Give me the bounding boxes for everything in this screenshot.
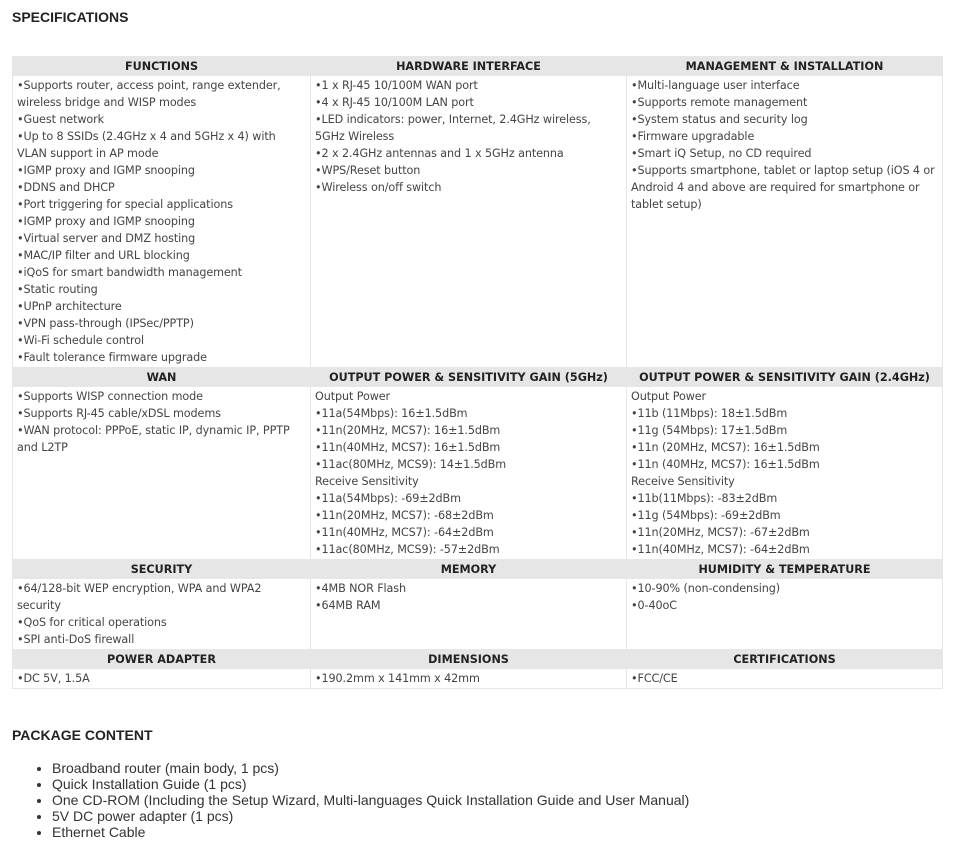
spec-line: •11n(40MHz, MCS7): -64±2dBm bbox=[315, 526, 494, 539]
spec-line: •iQoS for smart bandwidth management bbox=[17, 266, 242, 279]
spec-line: •Static routing bbox=[17, 283, 98, 296]
spec-line: •MAC/IP filter and URL blocking bbox=[17, 249, 190, 262]
spec-line: •Supports smartphone, tablet or laptop setup (iOS 4 or Android 4 and above are required for smartphone or tablet setup) bbox=[631, 164, 935, 211]
spec-line: •Up to 8 SSIDs (2.4GHz x 4 and 5GHz x 4) with VLAN support in AP mode bbox=[17, 130, 276, 160]
spec-line: •10-90% (non-condensing) bbox=[631, 582, 780, 595]
spec-line: •Smart iQ Setup, no CD required bbox=[631, 147, 812, 160]
spec-line: •11n (40MHz, MCS7): 16±1.5dBm bbox=[631, 458, 820, 471]
spec-line: •11n(20MHz, MCS7): 16±1.5dBm bbox=[315, 424, 501, 437]
spec-line: •Virtual server and DMZ hosting bbox=[17, 232, 196, 245]
spec-cell-dimensions bbox=[311, 669, 627, 689]
spec-line: •11ac(80MHz, MCS9): -57±2dBm bbox=[315, 543, 500, 556]
spec-line: •Wi-Fi schedule control bbox=[17, 334, 145, 347]
spec-cell-output-power-sensitivity-gain-2-4ghz bbox=[627, 387, 943, 560]
specifications-body bbox=[13, 57, 943, 689]
spec-line: •Wireless on/off switch bbox=[315, 181, 442, 194]
package-item: • 5V DC power adapter (1 pcs) bbox=[52, 808, 689, 824]
package-item: • One CD-ROM (Including the Setup Wizard, Multi-languages Quick Installation Guide and User Manual) bbox=[52, 792, 689, 808]
spec-cell-wan bbox=[13, 387, 311, 560]
spec-header-functions: FUNCTIONS bbox=[13, 57, 311, 76]
spec-header-hardware-interface: HARDWARE INTERFACE bbox=[311, 57, 627, 76]
spec-line: •2 x 2.4GHz antennas and 1 x 5GHz antenna bbox=[315, 147, 564, 160]
spec-line: •System status and security log bbox=[631, 113, 808, 126]
spec-header-dimensions: DIMENSIONS bbox=[311, 650, 627, 669]
spec-line: •IGMP proxy and IGMP snooping bbox=[17, 215, 195, 228]
spec-line: •DDNS and DHCP bbox=[17, 181, 115, 194]
spec-line: •Guest network bbox=[17, 113, 105, 126]
package-content-heading: PACKAGE CONTENT bbox=[12, 727, 153, 743]
spec-header-management-installation: MANAGEMENT & INSTALLATION bbox=[627, 57, 943, 76]
spec-line: •4 x RJ-45 10/100M LAN port bbox=[315, 96, 474, 109]
spec-line: •SPI anti-DoS firewall bbox=[17, 633, 135, 646]
spec-line: •190.2mm x 141mm x 42mm bbox=[315, 672, 480, 685]
spec-line: •0-40oC bbox=[631, 599, 677, 612]
spec-line: •11n (20MHz, MCS7): 16±1.5dBm bbox=[631, 441, 820, 454]
spec-content-row bbox=[13, 76, 943, 368]
spec-header-humidity-temperature: HUMIDITY & TEMPERATURE bbox=[627, 560, 943, 579]
spec-line: Output Power bbox=[631, 390, 707, 403]
spec-line: •IGMP proxy and IGMP snooping bbox=[17, 164, 195, 177]
spec-header-row bbox=[13, 368, 943, 387]
spec-line: •1 x RJ-45 10/100M WAN port bbox=[315, 79, 478, 92]
spec-line: •11b (11Mbps): 18±1.5dBm bbox=[631, 407, 788, 420]
spec-line: •UPnP architecture bbox=[17, 300, 122, 313]
spec-line: •LED indicators: power, Internet, 2.4GHz wireless, 5GHz Wireless bbox=[315, 113, 591, 143]
spec-line: •11n(20MHz, MCS7): -67±2dBm bbox=[631, 526, 810, 539]
spec-header-row bbox=[13, 560, 943, 579]
spec-line: •WAN protocol: PPPoE, static IP, dynamic IP, PPTP and L2TP bbox=[17, 424, 290, 454]
spec-line: •WPS/Reset button bbox=[315, 164, 421, 177]
spec-line: •Supports remote management bbox=[631, 96, 808, 109]
spec-line: •Firmware upgradable bbox=[631, 130, 755, 143]
spec-header-row bbox=[13, 57, 943, 76]
spec-line: •64MB RAM bbox=[315, 599, 381, 612]
spec-header-row bbox=[13, 650, 943, 669]
specifications-heading: SPECIFICATIONS bbox=[12, 9, 129, 25]
spec-line: •11b(11Mbps): -83±2dBm bbox=[631, 492, 778, 505]
spec-cell-output-power-sensitivity-gain-5ghz bbox=[311, 387, 627, 560]
spec-header-output-power-sensitivity-gain-5ghz: OUTPUT POWER & SENSITIVITY GAIN (5GHz) bbox=[311, 368, 627, 387]
spec-line: Output Power bbox=[315, 390, 391, 403]
spec-line: •64/128-bit WEP encryption, WPA and WPA2 security bbox=[17, 582, 262, 612]
spec-line: •11n(40MHz, MCS7): 16±1.5dBm bbox=[315, 441, 501, 454]
spec-cell-security bbox=[13, 579, 311, 650]
spec-header-certifications: CERTIFICATIONS bbox=[627, 650, 943, 669]
spec-cell-hardware-interface bbox=[311, 76, 627, 368]
package-item: • Broadband router (main body, 1 pcs) bbox=[52, 760, 689, 776]
spec-line: •Supports RJ-45 cable/xDSL modems bbox=[17, 407, 221, 420]
spec-line: •FCC/CE bbox=[631, 672, 678, 685]
spec-line: •11n(20MHz, MCS7): -68±2dBm bbox=[315, 509, 494, 522]
spec-content-row bbox=[13, 669, 943, 689]
spec-content-row bbox=[13, 387, 943, 560]
spec-cell-memory bbox=[311, 579, 627, 650]
spec-header-wan: WAN bbox=[13, 368, 311, 387]
package-item: • Quick Installation Guide (1 pcs) bbox=[52, 776, 689, 792]
spec-cell-management-installation bbox=[627, 76, 943, 368]
spec-line: •QoS for critical operations bbox=[17, 616, 167, 629]
spec-line: Receive Sensitivity bbox=[315, 475, 419, 488]
spec-line: Receive Sensitivity bbox=[631, 475, 735, 488]
spec-line: •11a(54Mbps): 16±1.5dBm bbox=[315, 407, 468, 420]
specifications-table bbox=[12, 56, 943, 689]
package-content-list bbox=[30, 760, 689, 840]
spec-header-power-adapter: POWER ADAPTER bbox=[13, 650, 311, 669]
spec-cell-certifications bbox=[627, 669, 943, 689]
spec-header-security: SECURITY bbox=[13, 560, 311, 579]
spec-line: •4MB NOR Flash bbox=[315, 582, 407, 595]
spec-line: •Fault tolerance firmware upgrade bbox=[17, 351, 207, 364]
spec-header-memory: MEMORY bbox=[311, 560, 627, 579]
spec-line: •11ac(80MHz, MCS9): 14±1.5dBm bbox=[315, 458, 507, 471]
spec-header-output-power-sensitivity-gain-2-4ghz: OUTPUT POWER & SENSITIVITY GAIN (2.4GHz) bbox=[627, 368, 943, 387]
spec-line: •11a(54Mbps): -69±2dBm bbox=[315, 492, 461, 505]
spec-cell-functions bbox=[13, 76, 311, 368]
spec-cell-power-adapter bbox=[13, 669, 311, 689]
package-item: • Ethernet Cable bbox=[52, 824, 689, 840]
spec-cell-humidity-temperature bbox=[627, 579, 943, 650]
spec-line: •Multi-language user interface bbox=[631, 79, 800, 92]
spec-line: •11n(40MHz, MCS7): -64±2dBm bbox=[631, 543, 810, 556]
spec-line: •11g (54Mbps): 17±1.5dBm bbox=[631, 424, 788, 437]
spec-line: •Supports router, access point, range extender, wireless bridge and WISP modes bbox=[17, 79, 281, 109]
spec-line: •11g (54Mbps): -69±2dBm bbox=[631, 509, 781, 522]
spec-line: •DC 5V, 1.5A bbox=[17, 672, 90, 685]
spec-line: •VPN pass-through (IPSec/PPTP) bbox=[17, 317, 194, 330]
spec-line: •Port triggering for special applications bbox=[17, 198, 233, 211]
spec-line: •Supports WISP connection mode bbox=[17, 390, 203, 403]
spec-content-row bbox=[13, 579, 943, 650]
